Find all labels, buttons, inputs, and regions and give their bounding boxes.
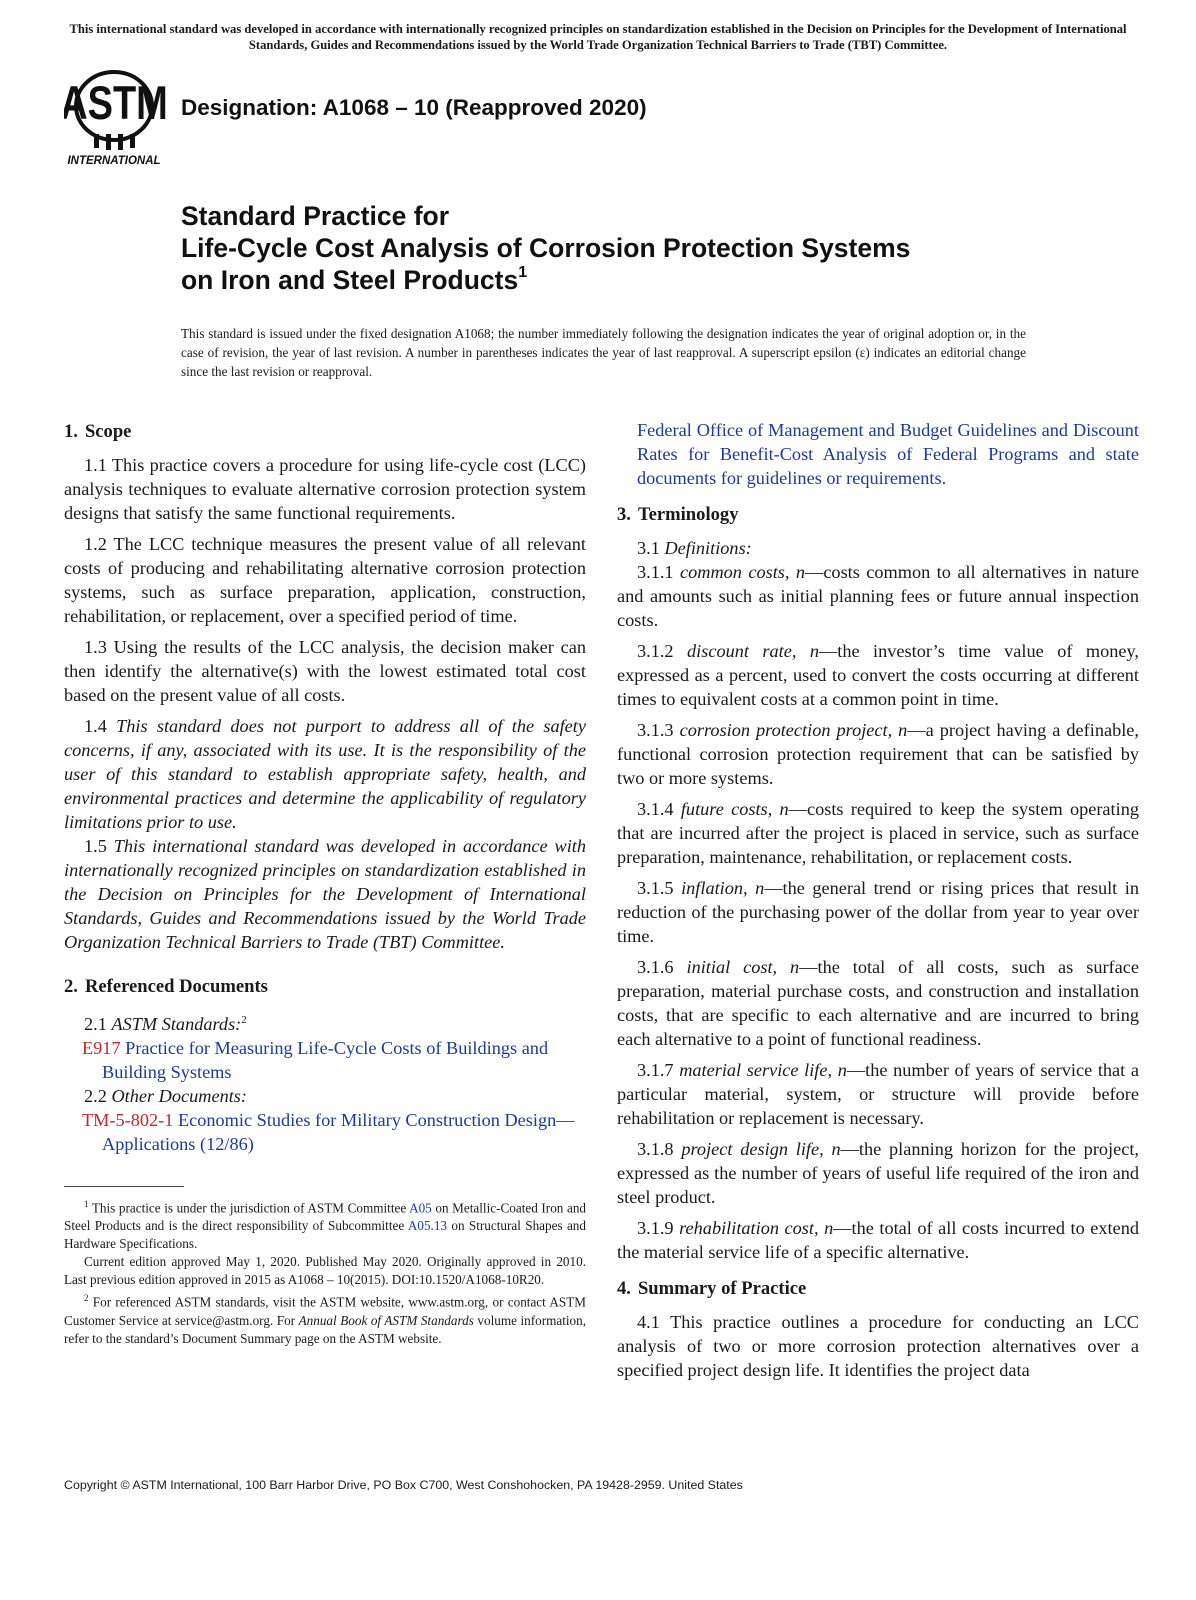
paragraph-1-4: 1.4 This standard does not purport to address all of the safety concerns, if any, associated with its use. It is the responsibility of the user of this standard to establish appropriate safety, health, and environmental practices and determine the applicability of regulatory limitations prior to use. bbox=[64, 716, 586, 832]
subsection-3-1: 3.1 Definitions: bbox=[637, 538, 752, 558]
definition-term: corrosion protection project, n bbox=[679, 720, 908, 740]
definition-item: 3.1.8 project design life, n—the planning horizon for the project, expressed as the number of years of useful life required of the iron and steel product. bbox=[617, 1139, 1140, 1207]
definition-term: project design life, n bbox=[681, 1139, 841, 1159]
reference-omb[interactable]: Federal Office of Management and Budget Guidelines and Discount Rates for Benefit-Cost Analysis of Federal Programs and state documents for guidelines or requirements. bbox=[637, 420, 1139, 488]
definitions-list bbox=[617, 560, 1139, 1264]
definition-item: 3.1.3 corrosion protection project, n—a project having a definable, functional corrosion protection requirement that can be satisfied by two or more systems. bbox=[617, 720, 1139, 788]
definition-term: future costs, n bbox=[680, 799, 789, 819]
reference-tm-code[interactable]: TM-5-802-1 bbox=[82, 1110, 174, 1131]
definition-item: 3.1.6 initial cost, n—the total of all costs, such as surface preparation, material purchase costs, and construction and installation costs, that are specific to each alternative and are incurred to bring each alternative to a point of functional readiness. bbox=[617, 957, 1139, 1049]
astm-logo-icon bbox=[64, 68, 170, 168]
title-line-3 bbox=[181, 264, 1081, 296]
definition-term: initial cost, n bbox=[686, 957, 800, 977]
section-4-heading: 4. Summary of Practice bbox=[617, 1278, 807, 1299]
definition-term: discount rate, n bbox=[687, 641, 819, 661]
definition-item: 3.1.2 discount rate, n—the investor’s time value of money, expressed as a percent, used to convert the costs occurring at different times to equivalent costs at a common point in time. bbox=[617, 641, 1139, 709]
definition-term: material service life, n bbox=[679, 1060, 847, 1080]
definition-text: —costs common to all alternatives in nature and amounts such as initial planning fees or future annual inspection costs. bbox=[617, 562, 1139, 630]
subsection-2-1: 2.1 ASTM Standards:$^2$ bbox=[84, 1014, 247, 1035]
definition-item: 3.1.1 common costs, n—costs common to all alternatives in nature and amounts such as initial planning fees or future annual inspection costs. bbox=[617, 562, 1139, 630]
title-line-2: Life-Cycle Cost Analysis of Corrosion Protection Systems bbox=[181, 233, 911, 263]
subsection-2-2: 2.2 Other Documents: bbox=[84, 1086, 247, 1107]
section-2-heading: 2. Referenced Documents bbox=[64, 976, 268, 997]
reference-e917-title[interactable]: Practice for Measuring Life-Cycle Costs of Buildings and Building Systems bbox=[102, 1038, 549, 1083]
svg-text:INTERNATIONAL: INTERNATIONAL bbox=[67, 155, 161, 167]
title-line-3-text: on Iron and Steel Products bbox=[181, 265, 519, 295]
definition-text: —the planning horizon for the project, expressed as the number of years of useful life required of the iron and steel product. bbox=[617, 1139, 1140, 1207]
definition-text: —a project having a definable, functional corrosion protection requirement that can be satisfied by two or more systems. bbox=[617, 720, 1139, 788]
definition-text: —the total of all costs incurred to extend the material service life of a specific alternative. bbox=[617, 1218, 1139, 1262]
issuance-note: This standard is issued under the fixed designation A1068; the number immediately following the designation indicates the year of original adoption or, in the case of revision, the year of last revision. A number in parentheses indicates the year of last reapproval. A superscript epsilon (ε) indicates an editorial change since the last revision or reapproval. bbox=[181, 326, 1026, 379]
footnote-1: $^1$ This practice is under the jurisdiction of ASTM Committee A05 on Metallic-Coated Iron and Steel Products and is the direct responsibility of Subcommittee A05.13 on Structural Shapes and Hardware Specifications. bbox=[64, 1199, 587, 1252]
section-1-heading: 1. Scope bbox=[64, 421, 132, 442]
left-column bbox=[64, 420, 586, 1348]
footnotes bbox=[64, 1195, 586, 1348]
paragraph-1-5: 1.5 This international standard was developed in accordance with internationally recognized principles on standardization established in the Decision on Principles for the Development of International Standards, Guides and Recommendations issued by the World Trade Organization Technical Barriers to Trade (TBT) Committee. bbox=[64, 836, 586, 952]
definition-text: —the investor’s time value of money, expressed as a percent, used to convert the costs occurring at different times to equivalent costs at a common point in time. bbox=[617, 641, 1139, 709]
definition-text: —the general trend or rising prices that result in reduction of the purchasing power of the dollar from year to year over time. bbox=[617, 878, 1139, 946]
definition-term: common costs, n bbox=[679, 562, 806, 582]
paragraph-4-1: 4.1 This practice outlines a procedure for conducting an LCC analysis of two or more corrosion protection alternatives over a specified project design life. It identifies the project data bbox=[617, 1312, 1140, 1380]
paragraph-1-1: 1.1 This practice covers a procedure for using life-cycle cost (LCC) analysis techniques to evaluate alternative corrosion protection system designs that satisfy the same functional requirements. bbox=[64, 455, 586, 523]
tbt-banner: This international standard was developed in accordance with internationally recognized principles on standardization established in the Decision on Principles for the Development of International Standards, Guides and Recommendations issued by the World Trade Organization Technical Barriers to Trade (TBT) Committee. bbox=[69, 22, 1127, 52]
svg-text:ASTM: ASTM bbox=[64, 77, 168, 131]
definition-text: —costs required to keep the system operating that are incurred after the project is placed in service, such as surface preparation, maintenance, rehabilitation, or replacement costs. bbox=[617, 799, 1139, 867]
definition-item: 3.1.7 material service life, n—the number of years of service that a particular material, system, or structure will provide before rehabilitation or replacement is necessary. bbox=[617, 1060, 1139, 1128]
link-a05-13[interactable]: A05.13 bbox=[407, 1218, 448, 1234]
astm-logo bbox=[64, 68, 170, 168]
definition-item: 3.1.5 inflation, n—the general trend or rising prices that result in reduction of the purchasing power of the dollar from year to year over time. bbox=[617, 878, 1139, 946]
reference-e917-code[interactable]: E917 bbox=[82, 1038, 121, 1059]
footnote-divider bbox=[64, 1186, 184, 1187]
reference-tm-5-802-1[interactable] bbox=[64, 1108, 586, 1156]
paragraph-1-3: 1.3 Using the results of the LCC analysis, the decision maker can then identify the alternative(s) with the lowest estimated total cost based on the present value of all costs. bbox=[64, 637, 586, 705]
definition-item: 3.1.4 future costs, n—costs required to keep the system operating that are incurred after the project is placed in service, such as surface preparation, maintenance, rehabilitation, or replacement costs. bbox=[617, 799, 1139, 867]
paragraph-1-2: 1.2 The LCC technique measures the present value of all relevant costs of producing and rehabilitating alternative corrosion protection systems, such as surface preparation, application, construction, rehabilitation, or replacement, over a specified period of time. bbox=[64, 534, 586, 626]
footnote-1-edition: Current edition approved May 1, 2020. Published May 2020. Originally approved in 2010. Last previous edition approved in 2015 as A1068 – 10(2015). DOI:10.1520/A1068-10R20. bbox=[64, 1254, 586, 1288]
title-line-1: Standard Practice for bbox=[181, 201, 450, 231]
definition-term: rehabilitation cost, n bbox=[679, 1218, 834, 1238]
definition-term: inflation, n bbox=[681, 878, 765, 898]
footnote-2: $^2$ For referenced ASTM standards, visit the ASTM website, www.astm.org, or contact ASTM Customer Service at service@astm.org. For Annual Book of ASTM Standards volume information, refer to the standard’s Document Summary page on the ASTM website. bbox=[64, 1293, 587, 1346]
definition-text: —the total of all costs, such as surface preparation, material purchase costs, and construction and installation costs, that are specific to each alternative and are incurred to bring each alternative to a point of functional readiness. bbox=[617, 957, 1139, 1049]
definition-text: —the number of years of service that a particular material, system, or structure will provide before rehabilitation or replacement is necessary. bbox=[617, 1060, 1139, 1128]
link-a05[interactable]: A05 bbox=[409, 1200, 432, 1216]
section-3-heading: 3. Terminology bbox=[617, 504, 739, 525]
document-title bbox=[181, 200, 1081, 296]
title-footnote-mark: 1 bbox=[518, 264, 528, 281]
reference-tm-title[interactable]: Economic Studies for Military Construction Design—Applications (12/86) bbox=[102, 1110, 575, 1155]
reference-e917[interactable] bbox=[64, 1036, 586, 1084]
right-column bbox=[617, 418, 1139, 1389]
copyright-footer: Copyright © ASTM International, 100 Barr Harbor Drive, PO Box C700, West Conshohocken, PA 19428-2959. United States bbox=[64, 1478, 743, 1492]
definition-item: 3.1.9 rehabilitation cost, n—the total of all costs incurred to extend the material service life of a specific alternative. bbox=[617, 1218, 1139, 1262]
designation: Designation: A1068 – 10 (Reapproved 2020) bbox=[181, 95, 647, 120]
